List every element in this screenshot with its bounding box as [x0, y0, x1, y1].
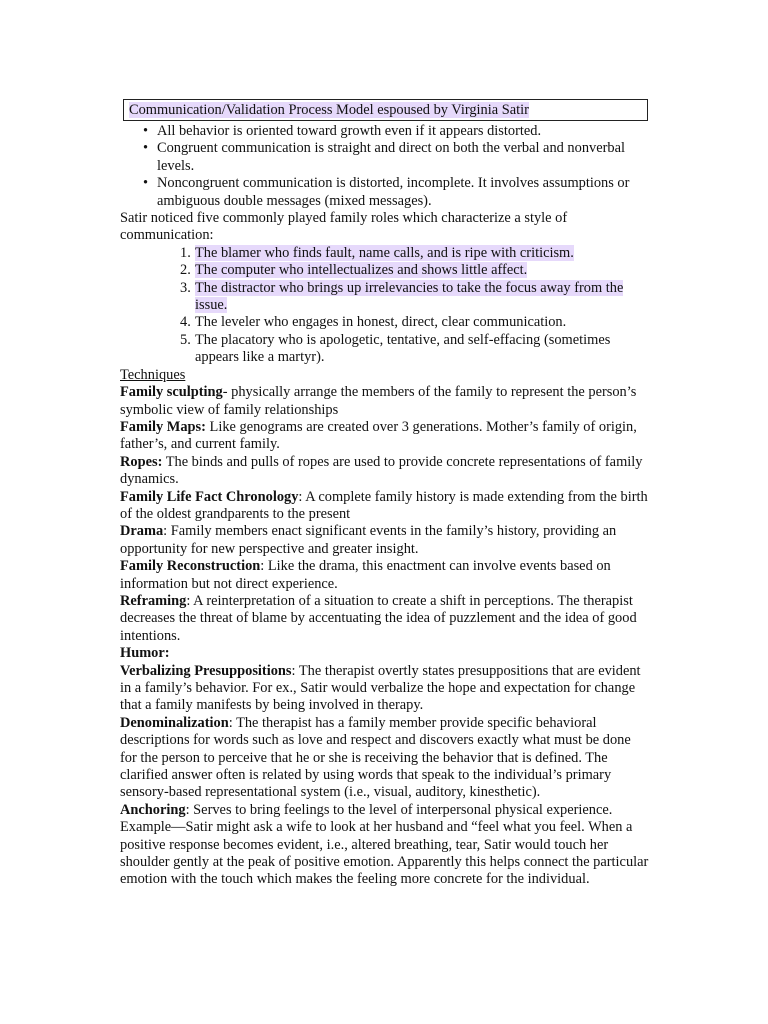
list-item [180, 262, 650, 279]
family-roles-list [120, 245, 650, 367]
technique-description: : Family members enact significant events in the family’s history, providing an opportunity for new perspective and greater insight. [120, 523, 617, 557]
list-text: The placatory who is apologetic, tentative, and self-effacing (sometimes appears like a martyr). [195, 331, 611, 366]
list-item [180, 279, 650, 315]
technique-entry [120, 523, 650, 558]
technique-description: : Serves to bring feelings to the level of interpersonal physical experience. Example—Satir might ask a wife to look at her husband and “feel what you feel. When a positive response becomes evident, i.e., altered breathing, tear, Satir would touch her shoulder gently at the peak of positive emotion. Apparently this helps connect the particular emotion with the touch which makes the feeling more concrete for the individual. [120, 801, 649, 888]
technique-term: Ropes: [120, 453, 163, 470]
technique-term: Verbalizing Presuppositions [120, 662, 292, 679]
technique-term: Denominalization [120, 714, 229, 731]
technique-term: Drama [120, 523, 164, 540]
principles-list [120, 123, 650, 210]
list-number: 1. [180, 244, 191, 261]
technique-entry [120, 419, 650, 454]
list-number: 2. [180, 262, 191, 279]
technique-term: Family Life Fact Chronology [120, 488, 299, 505]
technique-entry [120, 558, 650, 593]
technique-term: Family Maps: [120, 418, 206, 435]
technique-description: : A reinterpretation of a situation to create a shift in perceptions. The therapist decreases the threat of blame by accentuating the idea of puzzlement and the idea of good intentions. [120, 592, 637, 644]
technique-entry [120, 802, 650, 889]
list-number: 4. [180, 314, 191, 331]
list-item [180, 314, 650, 331]
technique-entry [120, 454, 650, 489]
document-page [120, 99, 650, 889]
technique-term: Reframing [120, 592, 187, 609]
technique-entry [120, 715, 650, 802]
technique-term: Family sculpting [120, 384, 223, 401]
list-item: • All behavior is oriented toward growth even if it appears distorted. [157, 123, 650, 140]
technique-description: Like genograms are created over 3 generations. Mother’s family of origin, father’s, and current family. [120, 418, 637, 453]
list-item [180, 244, 650, 262]
techniques-heading: Techniques [120, 366, 186, 383]
technique-entry [120, 663, 650, 715]
list-item: • Noncongruent communication is distorted, incomplete. It involves assumptions or ambiguous double messages (mixed messages). [157, 175, 650, 210]
list-number: 3. [180, 279, 191, 296]
technique-description: : Like the drama, this enactment can involve events based on information but not direct experience. [120, 558, 611, 592]
technique-term: Family Reconstruction [120, 558, 261, 575]
technique-description: - physically arrange the members of the family to represent the person’s symbolic view of family relationships [120, 384, 637, 418]
highlighted-text: The computer who intellectualizes and shows little affect. [195, 262, 528, 279]
technique-entry [120, 384, 650, 419]
techniques-list [120, 384, 650, 889]
roles-intro: Satir noticed five commonly played family roles which characterize a style of communication: [120, 210, 568, 244]
list-text: The leveler who engages in honest, direct, clear communication. [195, 314, 567, 331]
highlighted-text: The blamer who finds fault, name calls, and is ripe with criticism. [195, 244, 574, 261]
title-box [123, 99, 648, 121]
technique-entry [120, 593, 650, 645]
technique-term: Anchoring [120, 801, 186, 818]
technique-term: Humor: [120, 645, 170, 662]
list-item: • Congruent communication is straight and direct on both the verbal and nonverbal levels. [157, 140, 650, 175]
highlighted-text: The distractor who brings up irrelevancies to take the focus away from the issue. [195, 279, 624, 314]
technique-description: : A complete family history is made extending from the birth of the oldest grandparents to the present [120, 488, 648, 522]
technique-entry [120, 489, 650, 524]
document-title: Communication/Validation Process Model espoused by Virginia Satir [129, 102, 529, 118]
technique-description: The binds and pulls of ropes are used to provide concrete representations of family dynamics. [120, 453, 643, 488]
technique-entry [120, 645, 650, 662]
technique-description: : The therapist overtly states presuppositions that are evident in a family’s behavior. For ex., Satir would verbalize the hope and expectation for change that a family manifests by being involved in therapy. [120, 662, 641, 714]
list-number: 5. [180, 331, 191, 348]
technique-description: : The therapist has a family member provide specific behavioral descriptions for words such as love and respect and discovers exactly what must be done for the person to perceive that he or she is receiving the behavior that is defined. The clarified answer often is related by using words that speak to the individual’s primary sensory-based representational system (i.e., visual, auditory, kinesthetic). [120, 714, 631, 801]
list-item [180, 331, 650, 367]
